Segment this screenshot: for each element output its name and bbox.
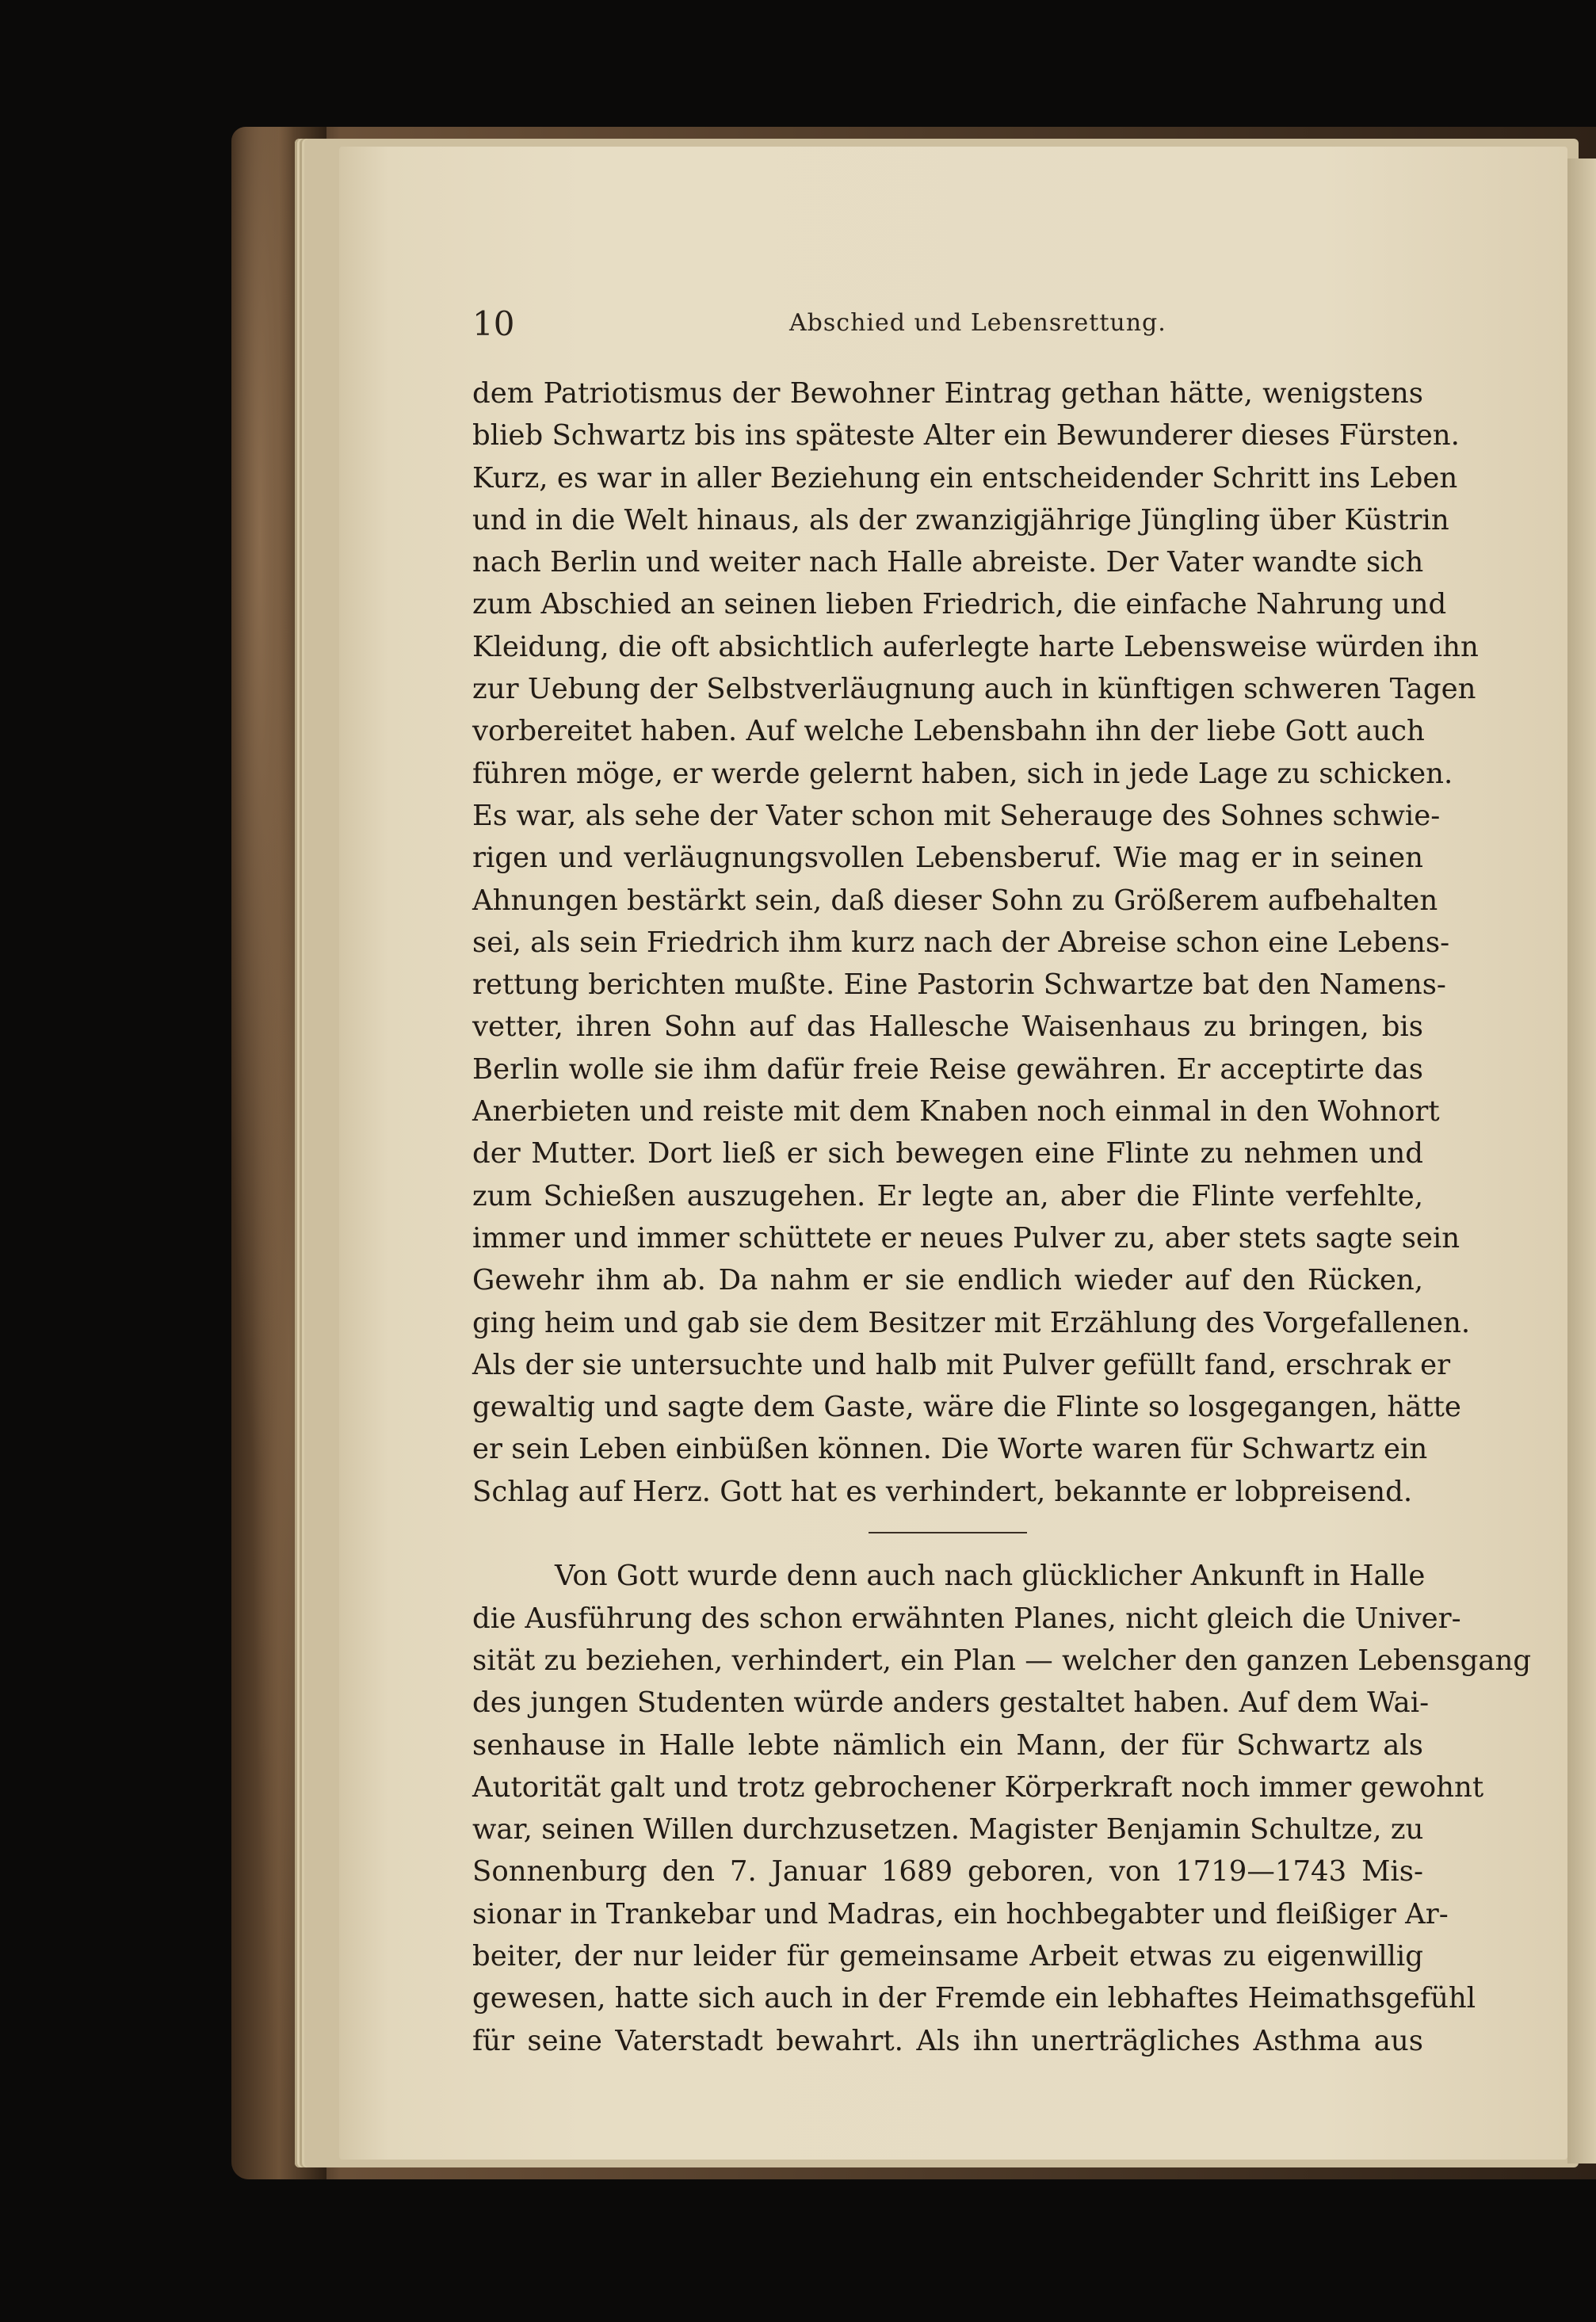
text-line: des jungen Studenten würde anders gestaltet haben. Auf dem Wai- [472,1686,1430,1720]
text-line: Ahnungen bestärkt sein, daß dieser Sohn zu Größerem aufbehalten [472,884,1438,917]
text-line: beiter, der nur leider für gemeinsame Arbeit etwas zu eigenwillig [472,1939,1423,1973]
text-line: zum Schießen auszugehen. Er legte an, aber die Flinte verfehlte, [472,1179,1423,1213]
text-line: die Ausführung des schon erwähnten Planes, nicht gleich die Univer- [472,1602,1461,1635]
text-line: der Mutter. Dort ließ er sich bewegen eine Flinte zu nehmen und [472,1137,1423,1171]
text-line: er sein Leben einbüßen können. Die Worte waren für Schwartz ein [472,1433,1428,1466]
text-line: gewaltig und sagte dem Gaste, wäre die Flinte so losgegangen, hätte [472,1391,1461,1424]
text-line: Gewehr ihm ab. Da nahm er sie endlich wieder auf den Rücken, [472,1264,1423,1297]
text-line: für seine Vaterstadt bewahrt. Als ihn unerträgliches Asthma aus [472,2024,1423,2057]
text-line: zum Abschied an seinen lieben Friedrich, die einfache Nahrung und [472,588,1447,621]
text-line: Von Gott wurde denn auch nach glücklicher Ankunft in Halle [555,1560,1426,1593]
text-line: und in die Welt hinaus, als der zwanzigjährige Jüngling über Küstrin [472,503,1449,537]
running-title: Abschied und Lebensrettung. [789,309,1166,337]
text-line: dem Patriotismus der Bewohner Eintrag gethan hätte, wenigstens [472,377,1423,410]
text-line: Als der sie untersuchte und halb mit Pulver gefüllt fand, erschrak er [472,1348,1451,1381]
facing-page-edge [1567,158,1596,2164]
body-text [472,372,1532,2062]
text-line: führen möge, er werde gelernt haben, sich in jede Lage zu schicken. [472,757,1453,790]
text-line: vetter, ihren Sohn auf das Hallesche Waisenhaus zu bringen, bis [472,1010,1423,1044]
text-line: Schlag auf Herz. Gott hat es verhindert, bekannte er lobpreisend. [472,1475,1413,1508]
text-line: nach Berlin und weiter nach Halle abreiste. Der Vater wandte sich [472,546,1424,579]
page-header [472,304,1423,352]
divider-rule [869,1532,1027,1533]
text-line: rigen und verläugnungsvollen Lebensberuf. Wie mag er in seinen [472,842,1423,875]
text-line: vorbereitet haben. Auf welche Lebensbahn ihn der liebe Gott auch [472,715,1425,748]
page-number: 10 [472,304,515,343]
text-line: zur Uebung der Selbstverläugnung auch in künftigen schweren Tagen [472,673,1476,706]
text-line: gewesen, hatte sich auch in der Fremde ein lebhaftes Heimathsgefühl [472,1982,1476,2015]
text-line: Es war, als sehe der Vater schon mit Seherauge des Sohnes schwie- [472,799,1441,832]
text-line: sität zu beziehen, verhindert, ein Plan — welcher den ganzen Lebensgang [472,1644,1532,1677]
text-line: ging heim und gab sie dem Besitzer mit Erzählung des Vorgefallenen. [472,1306,1471,1339]
text-line: blieb Schwartz bis ins späteste Alter ein Bewunderer dieses Fürsten. [472,419,1460,453]
text-line: Sonnenburg den 7. Januar 1689 geboren, von 1719—1743 Mis- [472,1855,1423,1889]
text-line: Berlin wolle sie ihm dafür freie Reise gewähren. Er acceptirte das [472,1052,1423,1086]
text-line: senhause in Halle lebte nämlich ein Mann, der für Schwartz als [472,1728,1423,1762]
text-line: immer und immer schüttete er neues Pulver zu, aber stets sagte sein [472,1221,1460,1255]
text-line: Anerbieten und reiste mit dem Knaben noch einmal in den Wohnort [472,1095,1440,1129]
text-line: war, seinen Willen durchzusetzen. Magister Benjamin Schultze, zu [472,1813,1424,1847]
text-line: Kurz, es war in aller Beziehung ein entscheidender Schritt ins Leben [472,461,1458,495]
text-line: sionar in Trankebar und Madras, ein hochbegabter und fleißiger Ar- [472,1897,1449,1931]
text-line: sei, als sein Friedrich ihm kurz nach der Abreise schon eine Lebens- [472,926,1450,959]
text-line: rettung berichten mußte. Eine Pastorin Schwartze bat den Namens- [472,968,1446,1002]
section-divider [472,1513,1423,1555]
text-line: Autorität galt und trotz gebrochener Körperkraft noch immer gewohnt [472,1770,1484,1804]
text-line: Kleidung, die oft absichtlich auferlegte harte Lebensweise würden ihn [472,630,1479,663]
